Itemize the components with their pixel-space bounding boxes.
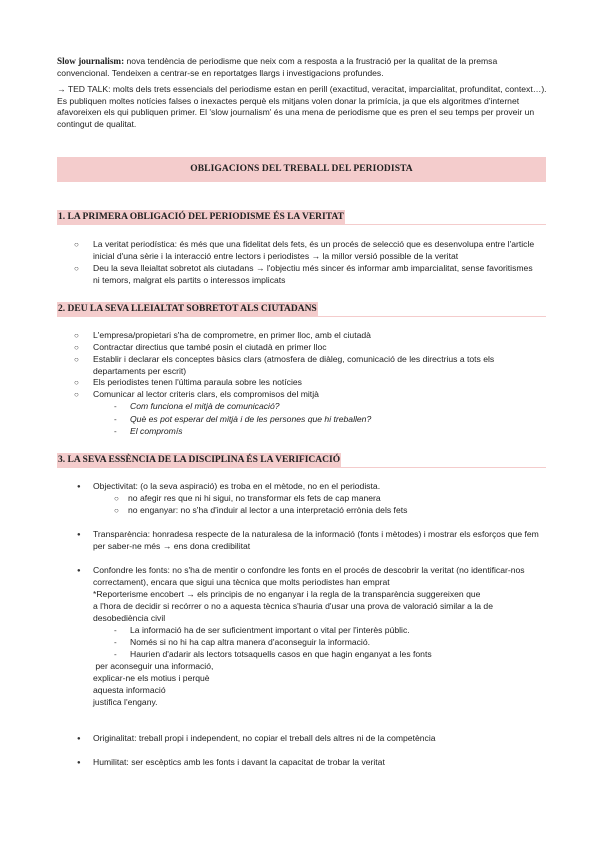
- hollow-bullet-icon: ○: [74, 355, 79, 364]
- hollow-bullet-icon: ○: [74, 264, 79, 273]
- s2-item-4: Els periodistes tenen l'última paraula sobre les notícies: [93, 377, 302, 387]
- intro-slow-journalism: [57, 56, 547, 79]
- slow-journalism-text: nova tendència de periodisme que neix com a resposta a la frustració per la qualitat de la premsa convencional. Tendeixen a centrar-se en reportatges llargs i investigacions profundes.: [57, 56, 498, 78]
- s3-tail-1: per aconseguir una informació,: [93, 661, 214, 671]
- s3-humilitat: Humilitat: ser escèptics amb les fonts i davant la capacitat de trobar la veritat: [93, 757, 385, 767]
- intro-ted-talk: → TED TALK: molts dels trets essencials del periodisme estan en perill (exactitud, veracitat, imparcialitat, profunditat, context…). Es publiquen moltes notícies falses o inexactes perquè els mitjans volen donar la primícia, ja que els algoritmes d'internet afavoreixen els qui publiquen primer. El 'slow journalism' és una mena de periodisme que es pren el seu temps per proveir un contingut de qualitat.: [57, 84, 547, 129]
- hollow-bullet-icon: ○: [114, 506, 119, 515]
- s3-objectivitat-sub-2: no enganyar: no s'ha d'induir al lector a una interpretació errònia dels fets: [128, 505, 408, 515]
- hollow-bullet-icon: ○: [74, 378, 79, 387]
- s3-confondre: Confondre les fonts: no s'ha de mentir o confondre les fonts en el procés de descobrir la veritat (no identificar-nos correctament), encara que sigui una tècnica que molts periodistes han emprat: [93, 565, 525, 587]
- hollow-bullet-icon: ○: [74, 390, 79, 399]
- hollow-bullet-icon: ○: [74, 240, 79, 249]
- s3-objectivitat-sub-1: no afegir res que ni hi sigui, no transformar els fets de cap manera: [128, 493, 381, 503]
- s3-tail-4: justifica l'engany.: [93, 697, 158, 707]
- dash-bullet-icon: -: [114, 650, 117, 659]
- s2-item-3: Establir i declarar els conceptes bàsics clars (atmosfera de diàleg, comunicació de les directrius a tots els departaments per escrit): [93, 354, 495, 376]
- s3-originalitat: Originalitat: treball propi i independent, no copiar el treball dels altres ni de la competència: [93, 733, 436, 743]
- s2-subitem-1: Com funciona el mitjà de comunicació?: [130, 401, 280, 411]
- s1-item-1: La veritat periodística: és més que una fidelitat dels fets, és un procés de selecció que es desenvolupa entre l'article inicial d'una sèrie i la interacció entre lectors i periodistes → la millor versió possible de la veritat: [93, 239, 535, 261]
- section-3-rule: [57, 467, 546, 468]
- s3-objectivitat: Objectivitat: (o la seva aspiració) es troba en el mètode, no en el periodista.: [93, 481, 381, 491]
- section-2-rule: [57, 316, 546, 317]
- s3-tail-2: explicar-ne els motius i perquè: [93, 673, 210, 683]
- s1-item-2: Deu la seva lleialtat sobretot als ciutadans → l'objectiu més sincer és informar amb imparcialitat, sense favoritismes ni temors, malgrat els partits o interessos implicats: [93, 263, 533, 285]
- dash-bullet-icon: -: [114, 626, 117, 635]
- section-1-rule: [57, 224, 546, 225]
- section-3-heading-text: 3. LA SEVA ESSÈNCIA DE LA DISCIPLINA ÉS LA VERIFICACIÓ: [58, 455, 341, 465]
- dash-bullet-icon: -: [114, 427, 117, 436]
- filled-bullet-icon: ●: [77, 484, 81, 490]
- s2-item-5: Comunicar al lector criteris clars, els compromisos del mitjà: [93, 389, 319, 399]
- slow-journalism-term: Slow journalism:: [57, 56, 125, 66]
- dash-bullet-icon: -: [114, 638, 117, 647]
- hollow-bullet-icon: ○: [114, 494, 119, 503]
- filled-bullet-icon: ●: [77, 736, 81, 742]
- filled-bullet-icon: ●: [77, 760, 81, 766]
- filled-bullet-icon: ●: [77, 532, 81, 538]
- document-title: OBLIGACIONS DEL TREBALL DEL PERIODISTA: [57, 157, 546, 182]
- hollow-bullet-icon: ○: [74, 331, 79, 340]
- dash-bullet-icon: -: [114, 415, 117, 424]
- section-1-heading-text: 1. LA PRIMERA OBLIGACIÓ DEL PERIODISME ÉS LA VERITAT: [58, 212, 344, 222]
- s3-confondre-sub-3: Haurien d'adarir als lectors totsaquells casos en que hagin enganyat a les fonts: [130, 649, 432, 659]
- s2-item-1: L'empresa/propietari s'ha de comprometre, en primer lloc, amb el ciutadà: [93, 330, 371, 340]
- filled-bullet-icon: ●: [77, 568, 81, 574]
- s3-transparencia: Transparència: honradesa respecte de la naturalesa de la informació (fonts i mètodes) i mostrar els esforços que fem per saber-ne més → ens dona credibilitat: [93, 529, 539, 551]
- s2-item-2: Contractar directius que també posin el ciutadà en primer lloc: [93, 342, 327, 352]
- s3-confondre-sub-1: La informació ha de ser suficientment important o vital per l'interès públic.: [130, 625, 410, 635]
- dash-bullet-icon: -: [114, 402, 117, 411]
- s2-subitem-3: El compromís: [130, 426, 183, 436]
- s3-confondre-sub-2: Només si no hi ha cap altra manera d'aconseguir la informació.: [130, 637, 370, 647]
- s3-tail-3: aquesta informació: [93, 685, 166, 695]
- s3-reporterisme-1: *Reporterisme encobert → els principis de no enganyar i la regla de la transparència suggereixen que: [93, 589, 481, 599]
- section-1-heading: [57, 210, 345, 224]
- s3-reporterisme-2: a l'hora de decidir si recórrer o no a aquesta tècnica s'hauria d'usar una prova de valoració similar a la de desobediència civil: [93, 601, 493, 623]
- section-3-heading: [57, 453, 341, 467]
- s2-subitem-2: Què es pot esperar del mitjà i de les persones que hi treballen?: [130, 414, 372, 424]
- section-2-heading: [57, 302, 318, 316]
- section-2-heading-text: 2. DEU LA SEVA LLEIALTAT SOBRETOT ALS CIUTADANS: [58, 304, 317, 314]
- hollow-bullet-icon: ○: [74, 343, 79, 352]
